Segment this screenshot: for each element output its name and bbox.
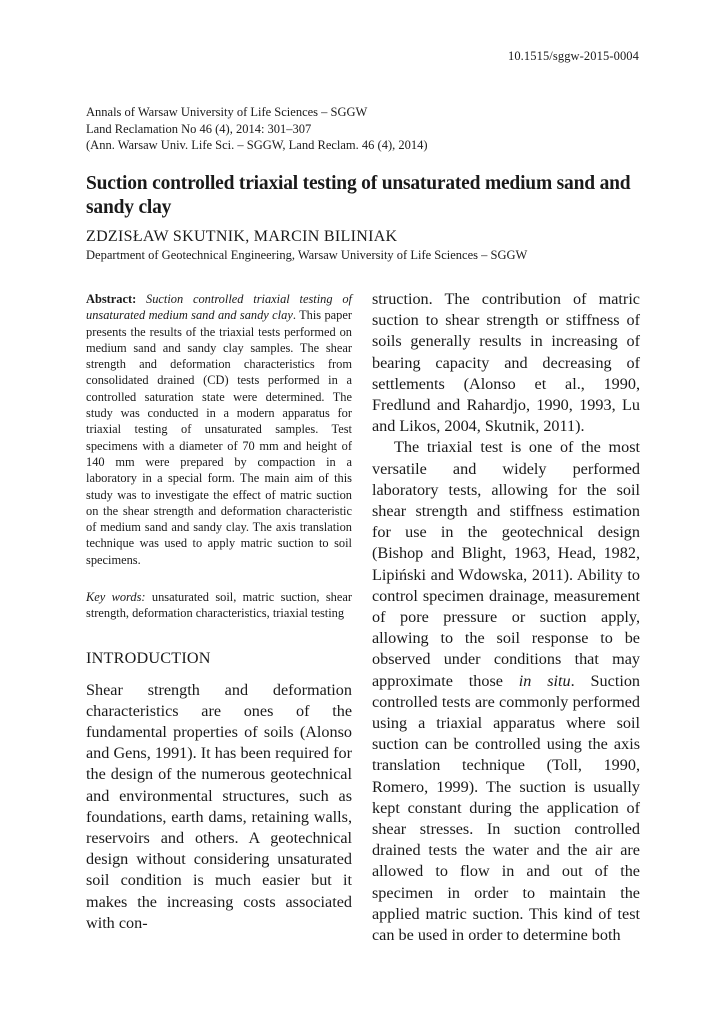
right-paragraph-2-b: . Suction controlled tests are commonly performed using a triaxial apparatus where soil suction can be controlled using the axis translation technique (Toll, 1990, Romero, 1999). The suction is usually kept constant during the application of shear stresses. In suction controlled drained tests the water and the air are allowed to flow in and out of the specimen in order to maintain the applied matric suction. This kind of test can be used in order to determine both (372, 671, 641, 945)
doi[interactable]: 10.1515/sggw-2015-0004 (507, 49, 639, 63)
journal-info (86, 104, 646, 154)
authors: ZDZISŁAW SKUTNIK, MARCIN BILINIAK (86, 228, 398, 245)
right-paragraph-2-italic: in situ (518, 671, 571, 690)
intro-paragraph-1: Shear strength and deformation characteristics are ones of the fundamental properties of soils (Alonso and Gens, 1991). It has been required for the design of the numerous geotechnical and environmental structures, such as foundations, earth dams, retaining walls, reservoirs and others. A geotechnical design without considering unsaturated soil condition is much easier but it makes the increasing costs associated with con- (86, 680, 352, 932)
abstract-text: . This paper presents the results of the triaxial tests performed on medium sand and sandy clay samples. The shear strength and deformation characteristics from consolidated drained (CD) tests performed in a controlled saturation state were determined. The study was conducted in a modern apparatus for triaxial testing of unsaturated samples. Test specimens with a diameter of 70 mm and height of 140 mm were prepared by compaction in a laboratory in a special form. The main aim of this study was to investigate the effect of matric suction on the shear strength and deformation characteristic of medium sand and sandy clay. The axis translation technique was used to apply matric suction to soil specimens. (86, 308, 352, 567)
keywords-text: unsaturated soil, matric suction, shear strength, deformation characteristics, triaxial testing (86, 590, 352, 621)
keywords-label: Key words: (86, 590, 146, 605)
abstract (86, 291, 352, 568)
section-heading-introduction: INTRODUCTION (86, 648, 211, 667)
right-paragraph-2-a: The triaxial test is one of the most versatile and widely performed laboratory tests, allowing for the soil shear strength and stiffness estimation for use in the geotechnical design (Bishop and Blight, 1963, Head, 1982, Lipiński and Wdowska, 2011). Ability to control specimen drainage, measurement of pore pressure or suction apply, allowing to the soil response to be observed under conditions that may approximate those (372, 438, 640, 690)
journal-line-3: (Ann. Warsaw Univ. Life Sci. – SGGW, Land Reclam. 46 (4), 2014) (86, 138, 428, 152)
journal-line-2: Land Reclamation No 46 (4), 2014: 301–307 (86, 121, 312, 136)
affiliation: Department of Geotechnical Engineering, Warsaw University of Life Sciences – SGGW (86, 248, 528, 262)
right-paragraph-2 (372, 437, 640, 946)
abstract-title: Suction controlled triaxial testing of unsaturated medium sand and sandy clay (86, 292, 352, 323)
right-paragraph-1: struction. The contribution of matric suction to shear strength or stiffness of soils generally results in increasing of bearing capacity and decreasing of settlements (Alonso et al., 1990, Fredlund and Rahardjo, 1990, 1993, Lu and Likos, 2004, Skutnik, 2011). (372, 290, 640, 436)
journal-line-1: Annals of Warsaw University of Life Sciences – SGGW (86, 105, 368, 119)
left-column (86, 291, 352, 934)
keywords (86, 589, 352, 622)
right-column (372, 289, 640, 946)
paper-title: Suction controlled triaxial testing of unsaturated medium sand and sandy clay (86, 173, 631, 218)
abstract-label: Abstract: (86, 292, 137, 306)
